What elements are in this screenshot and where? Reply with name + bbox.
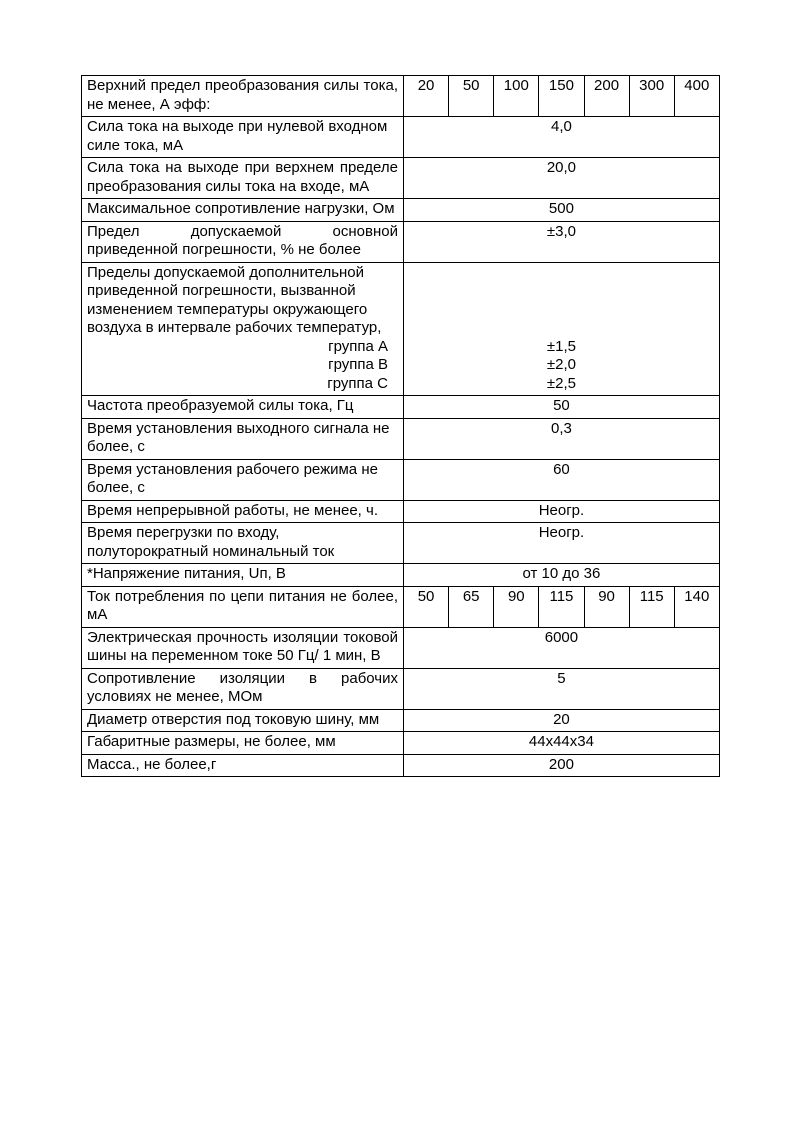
table-row [82, 117, 720, 158]
row-value: 140 [674, 586, 719, 627]
row-value: 50 [404, 586, 449, 627]
table-row [82, 523, 720, 564]
row-label: Верхний предел преобразования силы тока, не менее, А эфф: [82, 76, 404, 117]
table-row [82, 76, 720, 117]
row-value: Неогр. [404, 500, 720, 523]
row-label: Сопротивление изоляции в рабочих условиях не менее, МОм [82, 668, 404, 709]
table-row [82, 564, 720, 587]
table-row [82, 396, 720, 419]
row-label: Предел допускаемой основной приведенной погрешности, % не более [82, 221, 404, 262]
row-label: Габаритные размеры, не более, мм [82, 732, 404, 755]
row-value: 150 [539, 76, 584, 117]
row-label: Сила тока на выходе при нулевой входном силе тока, мА [82, 117, 404, 158]
table-row [82, 586, 720, 627]
table-row [82, 732, 720, 755]
row-label: Время установления рабочего режима не более, с [82, 459, 404, 500]
row-value: 20 [404, 76, 449, 117]
group-c-label: группа С [327, 374, 388, 392]
row-value: 115 [629, 586, 674, 627]
row-value: 65 [449, 586, 494, 627]
row-label: Ток потребления по цепи питания не более, мА [82, 586, 404, 627]
table-row [82, 418, 720, 459]
row-value: 44х44х34 [404, 732, 720, 755]
table-row [82, 627, 720, 668]
group-a-label: группа А [328, 337, 388, 355]
row-value [404, 262, 720, 396]
row-value: 20,0 [404, 158, 720, 199]
group-c-value: ±2,5 [546, 374, 576, 392]
row-value: 90 [584, 586, 629, 627]
table-row [82, 221, 720, 262]
row-value: 6000 [404, 627, 720, 668]
row-value: 100 [494, 76, 539, 117]
row-value: 200 [584, 76, 629, 117]
row-value: 60 [404, 459, 720, 500]
row-value: 200 [404, 754, 720, 777]
group-b-label: группа В [328, 356, 388, 373]
row-label [82, 262, 404, 396]
row-value: 300 [629, 76, 674, 117]
row-label: Сила тока на выходе при верхнем пределе преобразования силы тока на входе, мА [82, 158, 404, 199]
row-value: 20 [404, 709, 720, 732]
row-label: Время установления выходного сигнала не более, с [82, 418, 404, 459]
row-label: *Напряжение питания, Uп, В [82, 564, 404, 587]
row-value: 90 [494, 586, 539, 627]
table-row [82, 199, 720, 222]
table-row [82, 158, 720, 199]
group-b-value: ±2,0 [546, 356, 576, 373]
row-value: 50 [404, 396, 720, 419]
row-value: 400 [674, 76, 719, 117]
table-row [82, 754, 720, 777]
group-a-value: ±1,5 [546, 337, 576, 355]
row-value: 50 [449, 76, 494, 117]
table-row [82, 709, 720, 732]
spec-table [81, 75, 720, 777]
table-row [82, 262, 720, 396]
row-label: Диаметр отверстия под токовую шину, мм [82, 709, 404, 732]
row-value: 500 [404, 199, 720, 222]
group-row-text: Пределы допускаемой дополнительной приведенной погрешности, вызванной изменением температуры окружающего воздуха в интервале рабочих температур, [87, 263, 382, 336]
row-label: Электрическая прочность изоляции токовой шины на переменном токе 50 Гц/ 1 мин, В [82, 627, 404, 668]
row-value: 115 [539, 586, 584, 627]
table-row [82, 500, 720, 523]
row-label: Частота преобразуемой силы тока, Гц [82, 396, 404, 419]
row-value: Неогр. [404, 523, 720, 564]
row-label: Масса., не более,г [82, 754, 404, 777]
row-value: от 10 до 36 [404, 564, 720, 587]
row-value: 5 [404, 668, 720, 709]
row-label: Время перегрузки по входу, полуторократный номинальный ток [82, 523, 404, 564]
row-label: Максимальное сопротивление нагрузки, Ом [82, 199, 404, 222]
table-row [82, 459, 720, 500]
row-value: 4,0 [404, 117, 720, 158]
table-row [82, 668, 720, 709]
row-value: 0,3 [404, 418, 720, 459]
row-value: ±3,0 [404, 221, 720, 262]
row-label: Время непрерывной работы, не менее, ч. [82, 500, 404, 523]
